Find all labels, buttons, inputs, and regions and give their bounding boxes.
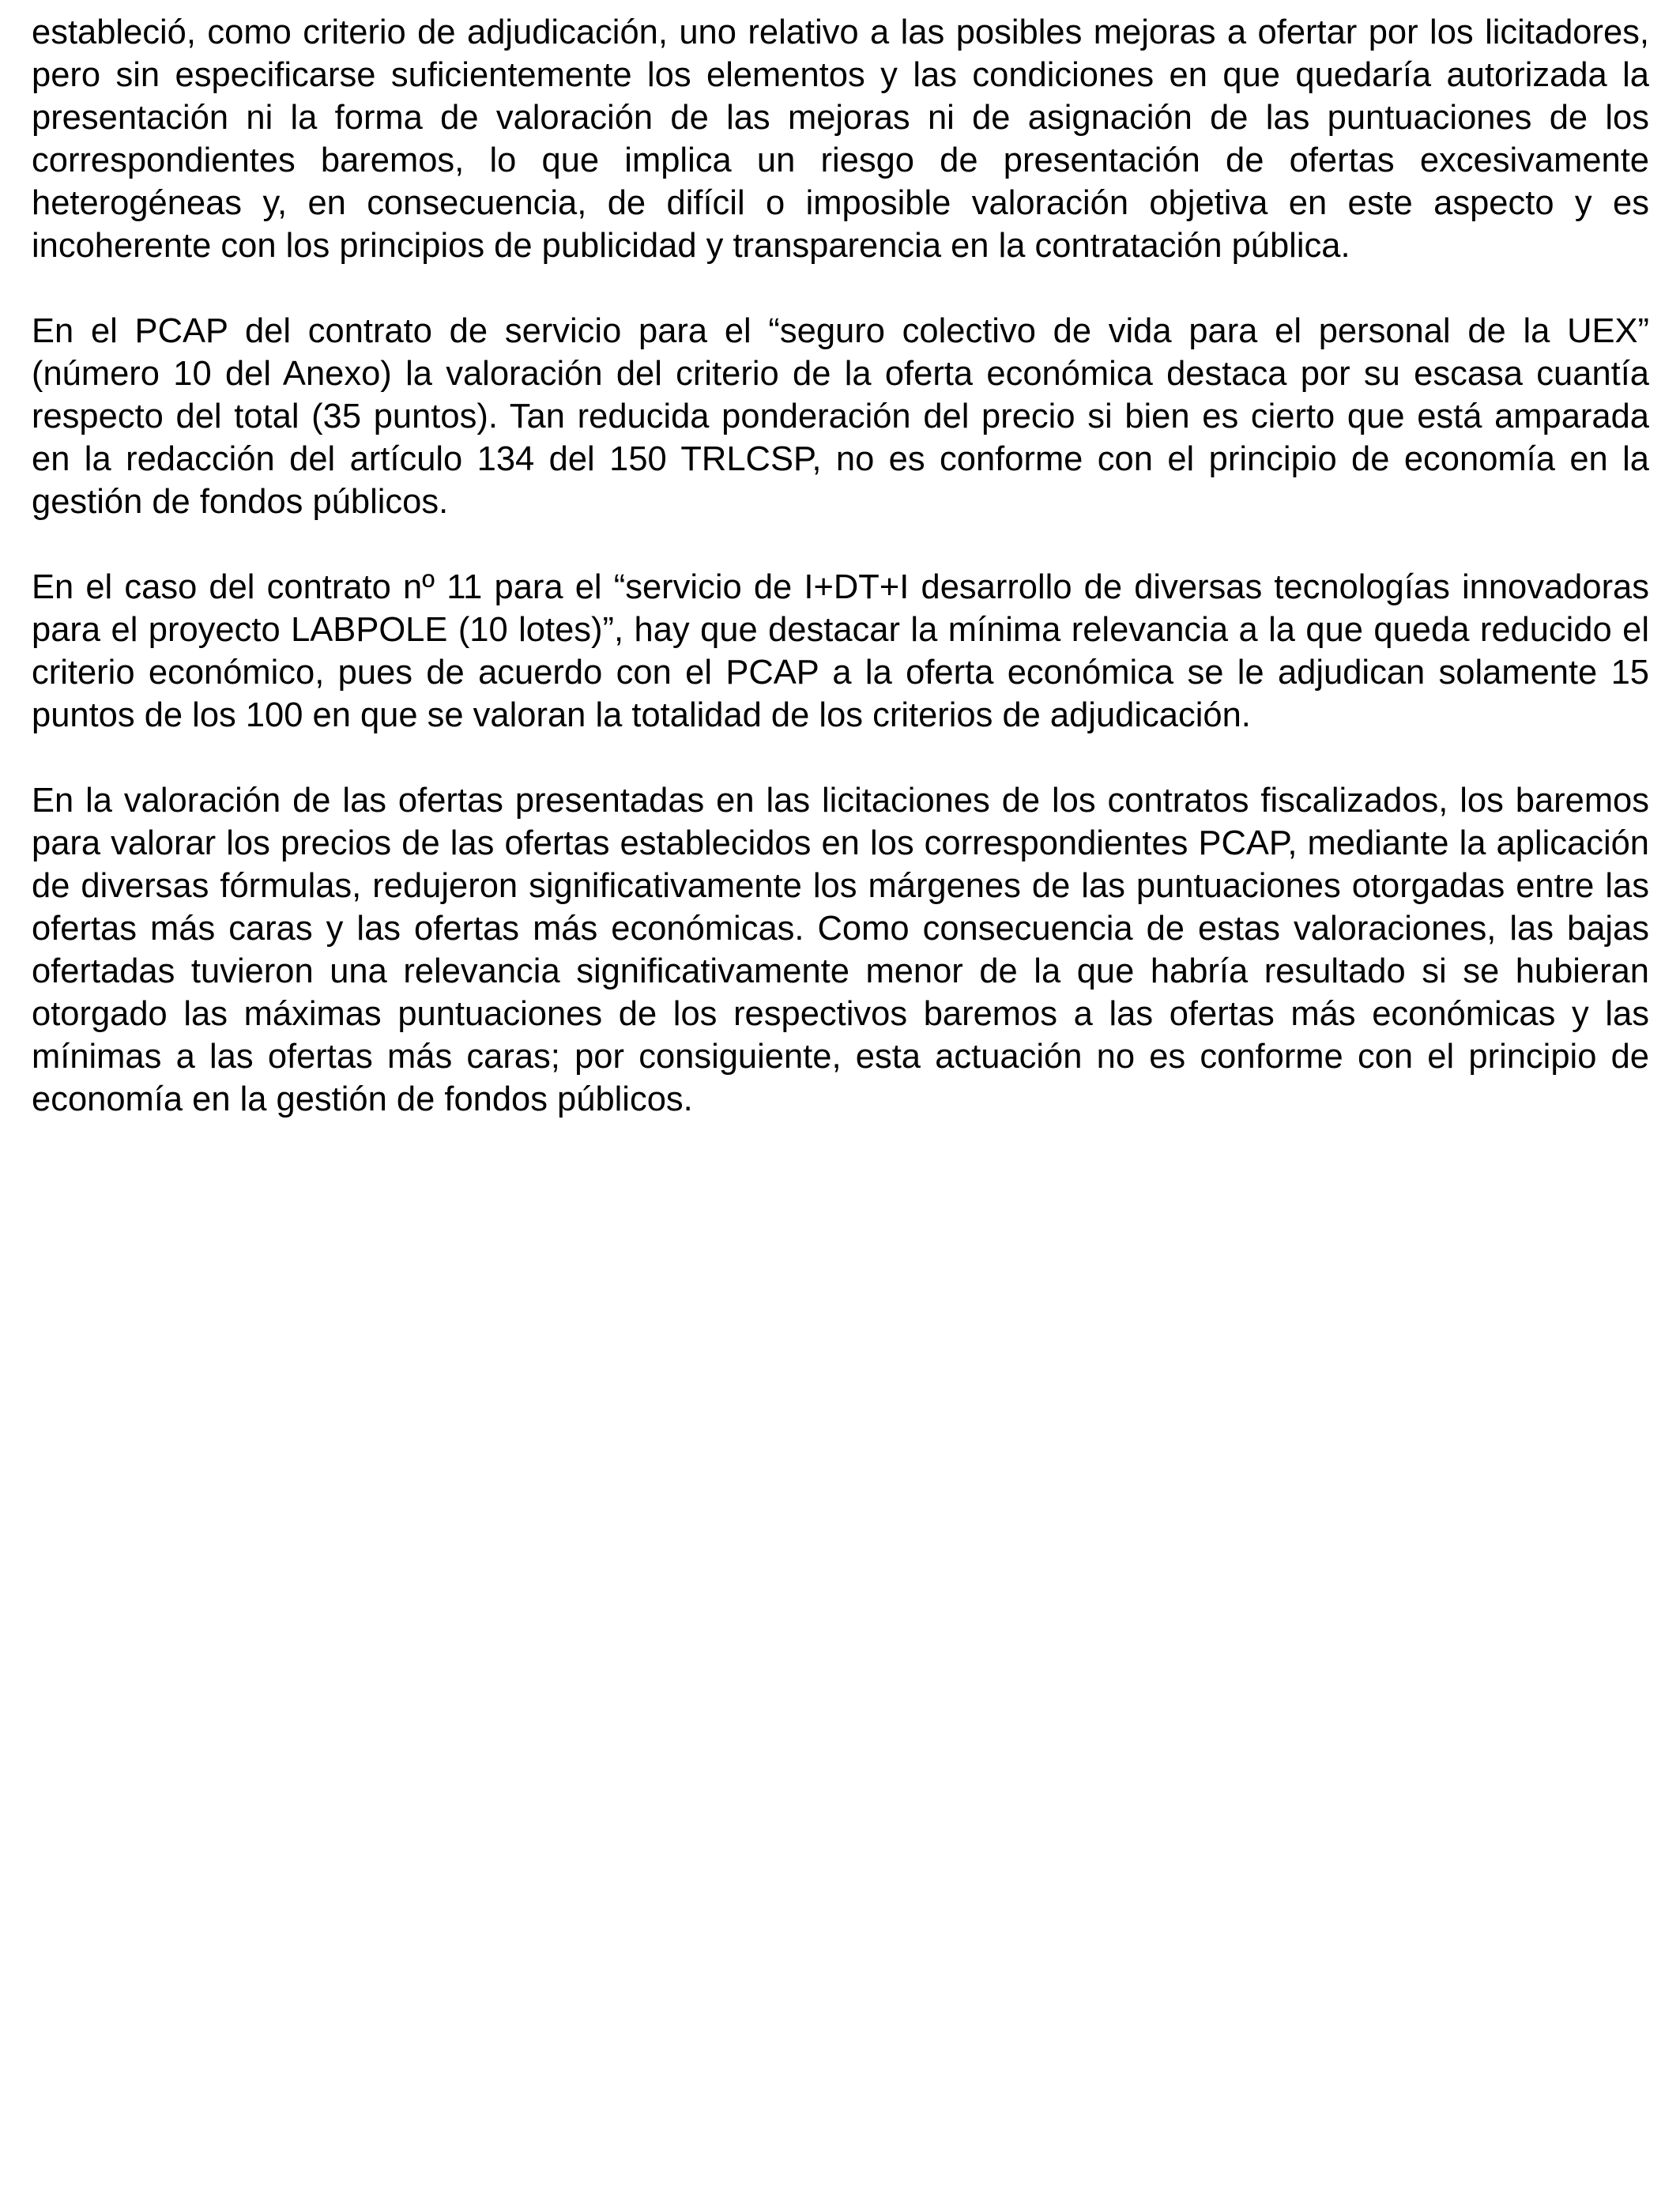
paragraph-seguro-colectivo: En el PCAP del contrato de servicio para el “seguro colectivo de vida para el personal de la UEX” (número 10 del Anexo) la valoración del criterio de la oferta económica destaca por su escasa cuantía respecto del total (35 puntos). Tan reducida ponderación del precio si bien es cierto que está amparada en la redacción del artículo 134 del 150 TRLCSP, no es conforme con el principio de economía en la gestión de fondos públicos.	[32, 312, 1649, 521]
document-page	[32, 11, 1649, 1163]
paragraph-contrato-11: En el caso del contrato nº 11 para el “servicio de I+DT+I desarrollo de diversas tecnologías innovadoras para el proyecto LABPOLE (10 lotes)”, hay que destacar la mínima relevancia a la que queda reducido el criterio económico, pues de acuerdo con el PCAP a la oferta económica se le adjudican solamente 15 puntos de los 100 en que se valoran la totalidad de los criterios de adjudicación.	[32, 568, 1649, 734]
paragraph-valoracion-ofertas: En la valoración de las ofertas presentadas en las licitaciones de los contratos fiscalizados, los baremos para valorar los precios de las ofertas establecidos en los correspondientes PCAP, mediante la aplicación de diversas fórmulas, redujeron significativamente los márgenes de las puntuaciones otorgadas entre las ofertas más caras y las ofertas más económicas. Como consecuencia de estas valoraciones, las bajas ofertadas tuvieron una relevancia significativamente menor de la que habría resultado si se hubieran otorgado las máximas puntuaciones de los respectivos baremos a las ofertas más económicas y las mínimas a las ofertas más caras; por consiguiente, esta actuación no es conforme con el principio de economía en la gestión de fondos públicos.	[32, 782, 1649, 1118]
paragraph-mejoras: estableció, como criterio de adjudicación, uno relativo a las posibles mejoras a ofertar por los licitadores, pero sin especificarse suficientemente los elementos y las condiciones en que quedaría autorizada la presentación ni la forma de valoración de las mejoras ni de asignación de las puntuaciones de los correspondientes baremos, lo que implica un riesgo de presentación de ofertas excesivamente heterogéneas y, en consecuencia, de difícil o imposible valoración objetiva en este aspecto y es incoherente con los principios de publicidad y transparencia en la contratación pública.	[32, 13, 1649, 265]
